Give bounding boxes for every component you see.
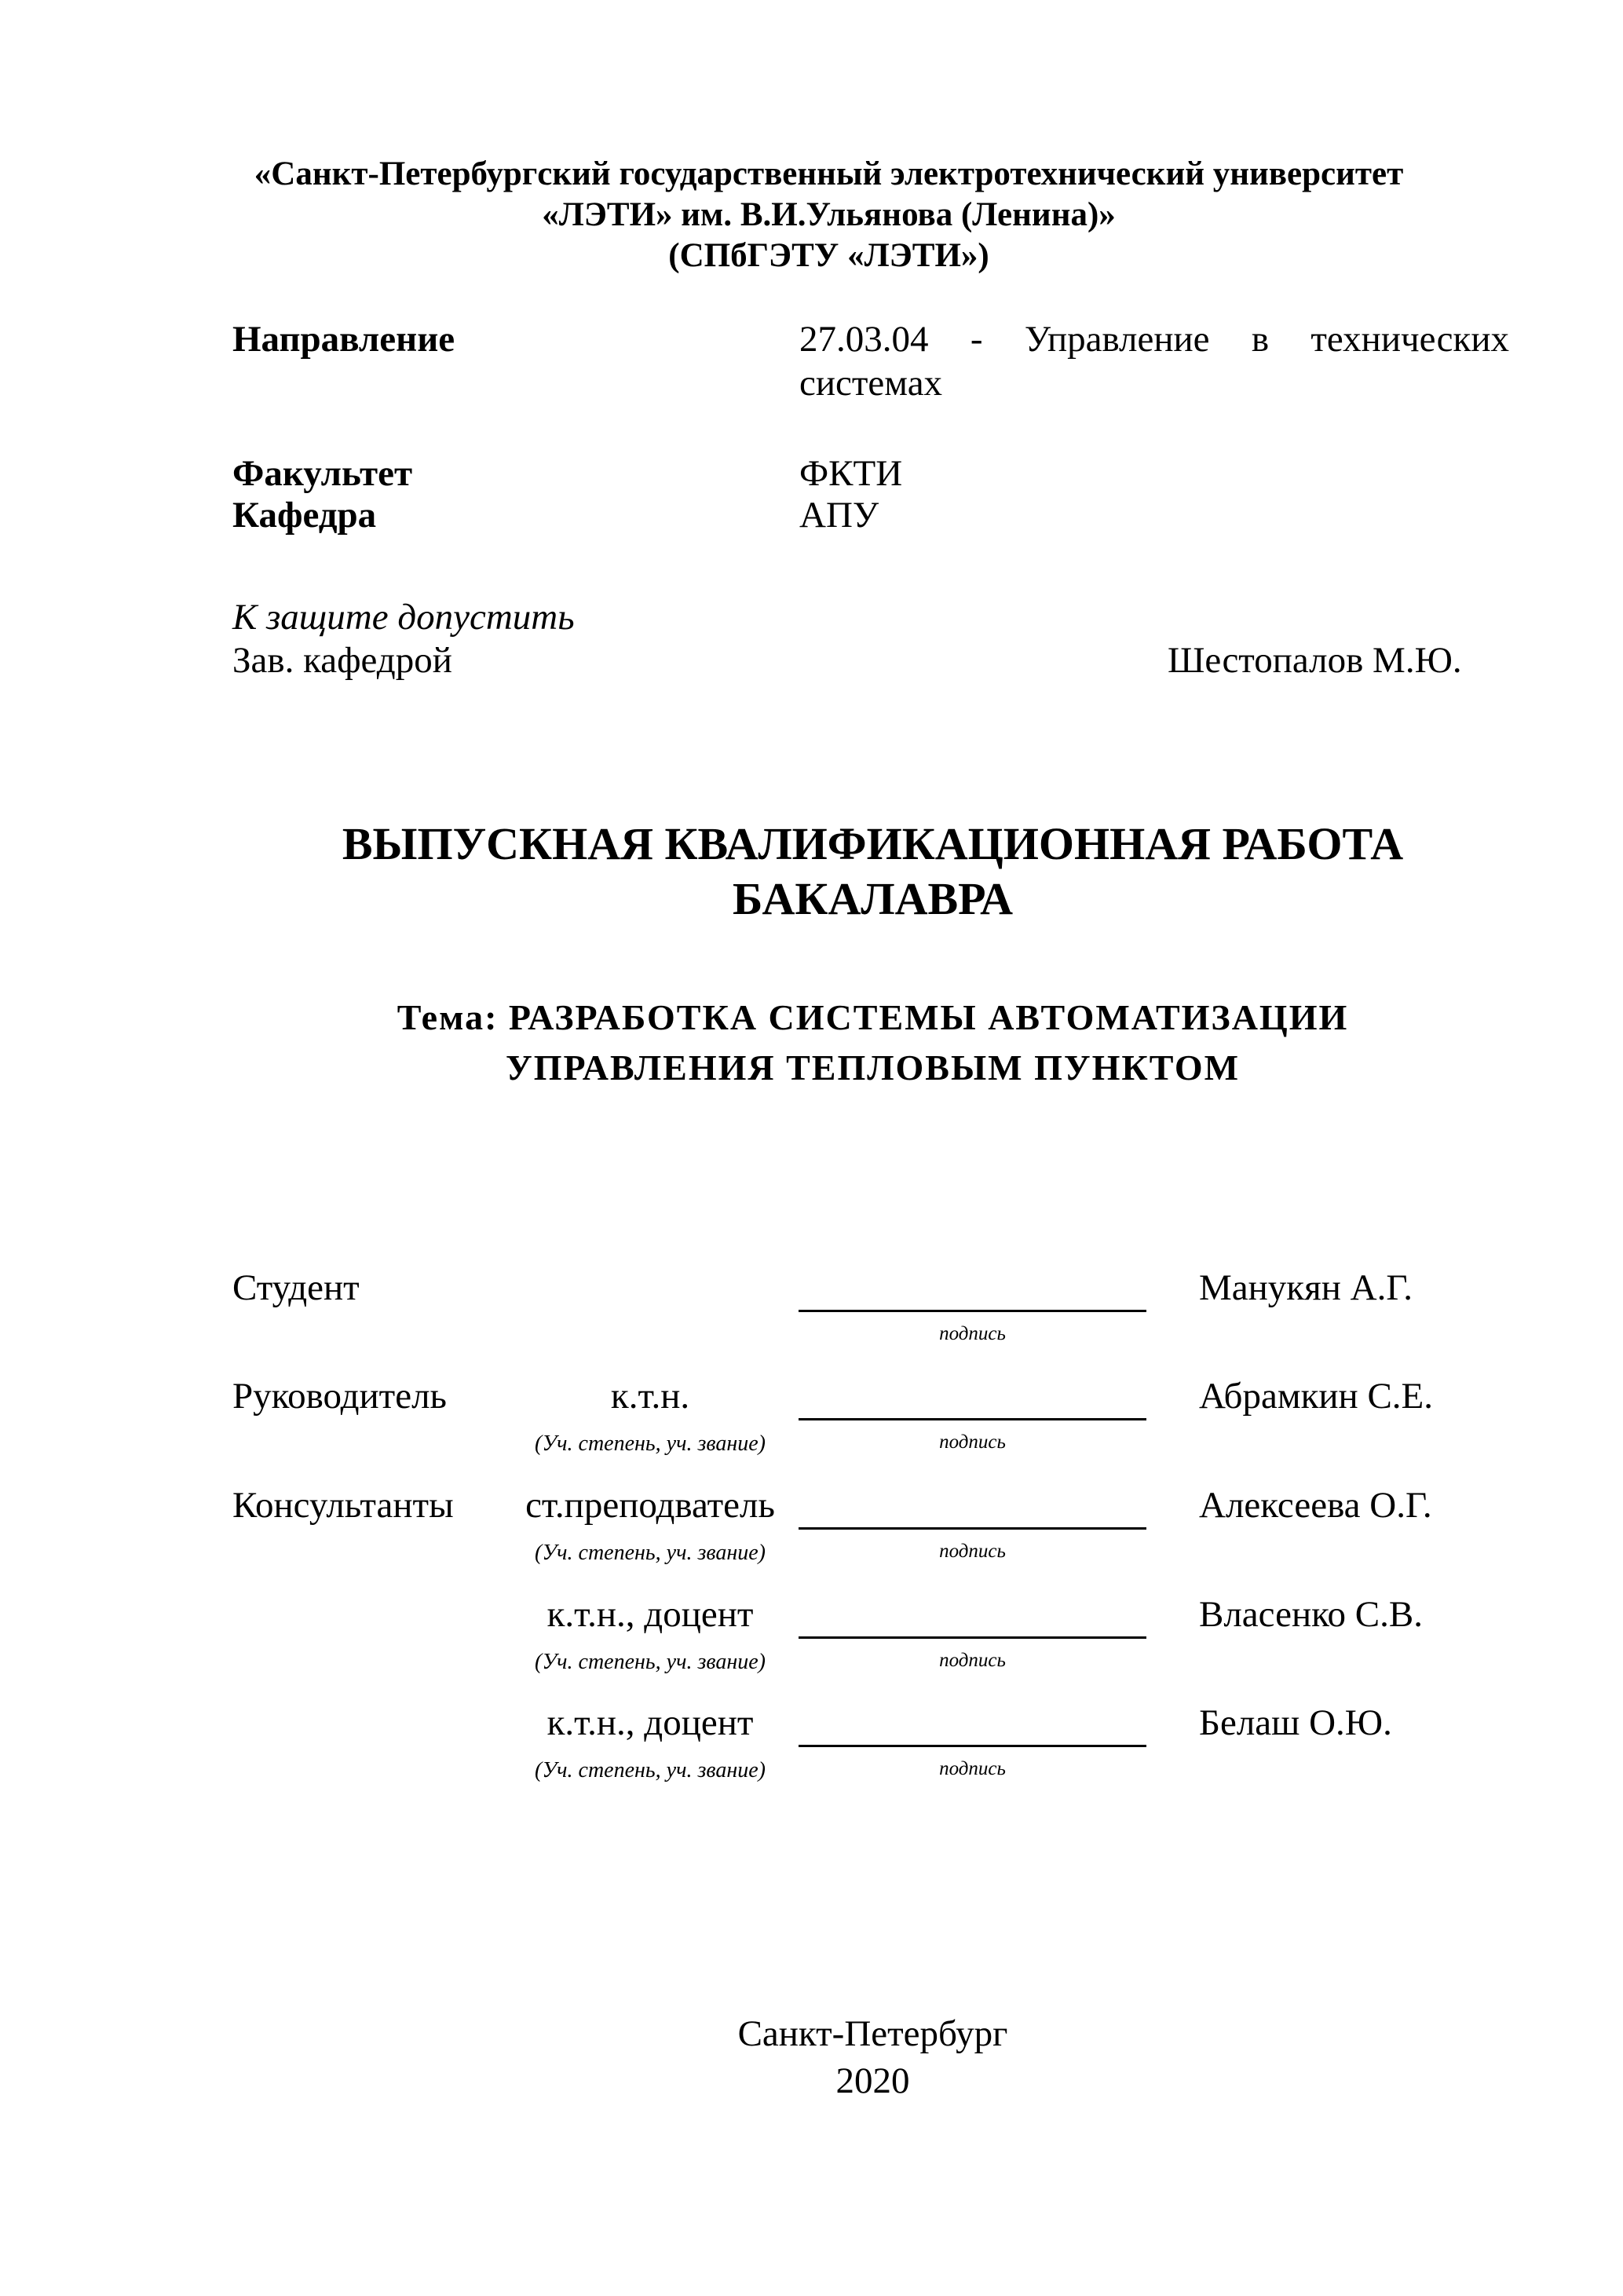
direction-label: Направление xyxy=(232,319,455,360)
signature-line[interactable] xyxy=(799,1527,1146,1530)
document-title-line-1: ВЫПУСКНАЯ КВАЛИФИКАЦИОННАЯ РАБОТА xyxy=(342,818,1404,869)
signature-name: Манукян А.Г. xyxy=(1199,1267,1413,1308)
signature-caption: подпись xyxy=(939,1323,1006,1344)
direction-word: технических xyxy=(1310,319,1509,360)
head-of-department-name: Шестопалов М.Ю. xyxy=(1168,640,1462,681)
signature-line[interactable] xyxy=(799,1310,1146,1312)
degree-caption: (Уч. степень, уч. звание) xyxy=(535,1431,766,1456)
signature-row-consultant-1 xyxy=(0,1483,1623,1578)
direction-word: в xyxy=(1251,319,1270,360)
signature-name: Алексеева О.Г. xyxy=(1199,1485,1432,1526)
signature-name: Абрамкин С.Е. xyxy=(1199,1376,1434,1417)
direction-code: 27.03.04 xyxy=(799,319,929,360)
signature-degree: к.т.н., доцент xyxy=(546,1594,754,1635)
signature-row-consultant-2 xyxy=(0,1592,1623,1687)
signature-degree: к.т.н. xyxy=(610,1376,690,1417)
direction-dash: - xyxy=(970,319,983,360)
university-header xyxy=(0,154,1623,276)
signature-line[interactable] xyxy=(799,1745,1146,1747)
direction-value xyxy=(799,317,1509,405)
document-title-line-2: БАКАЛАВРА xyxy=(732,873,1014,924)
signature-caption: подпись xyxy=(939,1431,1006,1453)
document-footer xyxy=(0,2010,1623,2104)
thesis-topic xyxy=(0,993,1623,1093)
signature-role: Консультанты xyxy=(232,1485,454,1526)
head-of-department-label: Зав. кафедрой xyxy=(232,640,452,681)
signature-name: Белаш О.Ю. xyxy=(1199,1702,1392,1743)
signature-line[interactable] xyxy=(799,1418,1146,1420)
degree-caption: (Уч. степень, уч. звание) xyxy=(535,1758,766,1782)
signature-caption: подпись xyxy=(939,1758,1006,1779)
admit-to-defense-text: К защите допустить xyxy=(232,597,575,638)
university-abbreviation: (СПбГЭТУ «ЛЭТИ») xyxy=(668,237,989,274)
direction-word: Управление xyxy=(1024,319,1210,360)
degree-caption: (Уч. степень, уч. звание) xyxy=(535,1541,766,1565)
signature-name: Власенко С.В. xyxy=(1199,1594,1424,1635)
signature-caption: подпись xyxy=(939,1541,1006,1562)
university-name-line-1: «Санкт-Петербургский государственный электротехнический университет xyxy=(254,155,1404,192)
thesis-topic-line-2: УПРАВЛЕНИЯ ТЕПЛОВЫМ ПУНКТОМ xyxy=(505,1047,1241,1088)
university-name-line-2: «ЛЭТИ» им. В.И.Ульянова (Ленина)» xyxy=(542,196,1116,233)
footer-city: Санкт-Петербург xyxy=(737,2013,1008,2054)
degree-caption: (Уч. степень, уч. звание) xyxy=(535,1650,766,1674)
direction-value-line-1 xyxy=(799,317,1509,361)
signature-role: Студент xyxy=(232,1267,360,1308)
signature-degree: ст.преподватель xyxy=(525,1485,775,1526)
direction-value-line-2: системах xyxy=(799,363,943,404)
signature-row-supervisor xyxy=(0,1374,1623,1468)
signature-line[interactable] xyxy=(799,1636,1146,1639)
department-value: АПУ xyxy=(799,495,879,536)
faculty-label: Факультет xyxy=(232,453,413,494)
signature-row-consultant-3 xyxy=(0,1701,1623,1795)
signature-row-student xyxy=(0,1266,1623,1360)
document-title xyxy=(0,817,1623,927)
signature-role: Руководитель xyxy=(232,1376,447,1417)
department-label: Кафедра xyxy=(232,495,377,536)
faculty-value: ФКТИ xyxy=(799,453,903,494)
footer-year: 2020 xyxy=(835,2060,910,2101)
thesis-topic-line-1: Тема: РАЗРАБОТКА СИСТЕМЫ АВТОМАТИЗАЦИИ xyxy=(397,997,1349,1037)
signature-degree: к.т.н., доцент xyxy=(546,1702,754,1743)
signature-caption: подпись xyxy=(939,1650,1006,1671)
